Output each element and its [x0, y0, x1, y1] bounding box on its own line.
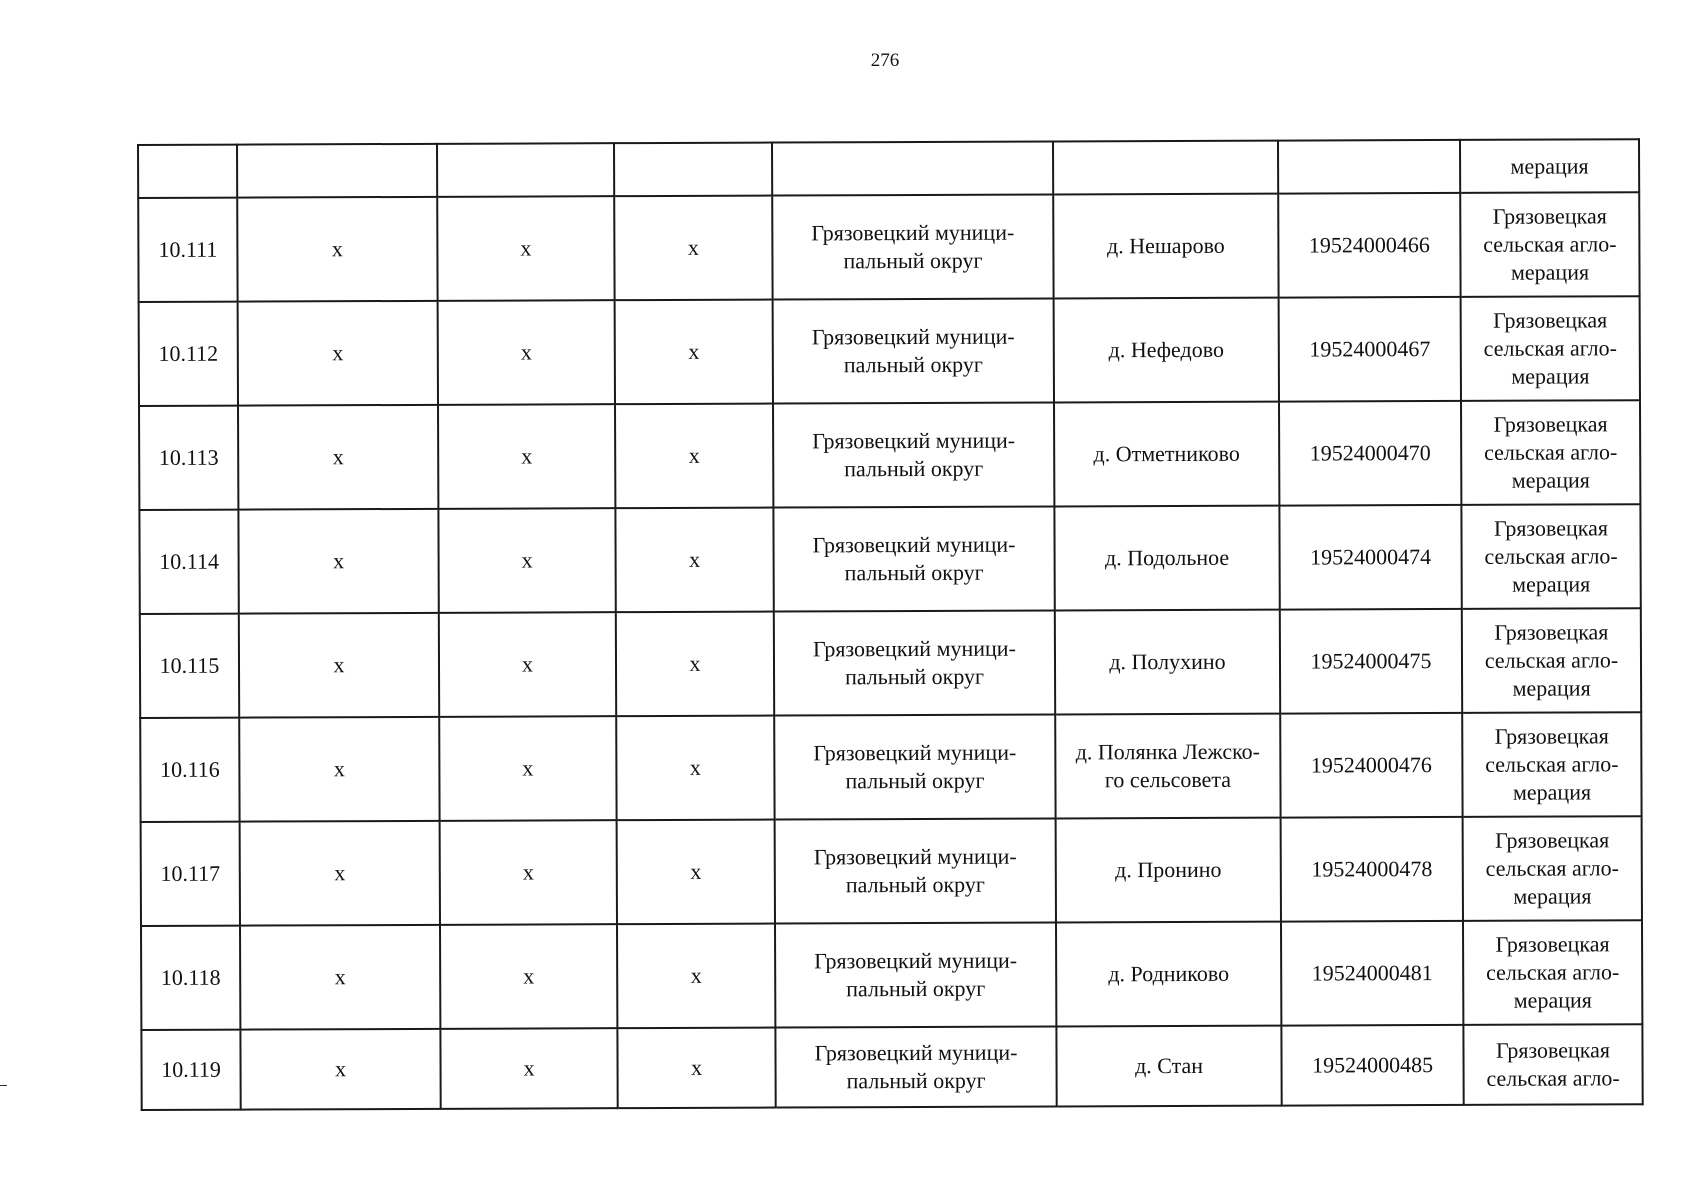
cell-line: сельская агло-	[1484, 647, 1619, 673]
cell-line: д. Полянка Лежско-	[1075, 738, 1261, 765]
table-row	[139, 400, 1640, 510]
cell-line: мерация	[1513, 883, 1592, 909]
cell-line: Грязовецкий муници-	[812, 531, 1016, 558]
mark-cell: x	[240, 1029, 440, 1110]
mark-cell: x	[615, 404, 773, 509]
row-number-cell: 10.118	[141, 926, 240, 1030]
district-cell	[775, 922, 1056, 1027]
table-row	[139, 504, 1640, 614]
cell-line: Грязовецкая	[1492, 203, 1607, 229]
settlement-cell	[1055, 610, 1280, 715]
cell-line: Грязовецкий муници-	[811, 323, 1015, 350]
table-row	[141, 920, 1642, 1030]
district-cell	[775, 1026, 1056, 1107]
oktmo-code-cell: 19524000485	[1281, 1025, 1463, 1106]
cell-line: д. Стан	[1134, 1052, 1204, 1079]
cell-line: пальный округ	[845, 663, 985, 690]
settlement-cell	[1054, 298, 1279, 403]
cell-line: го сельсовета	[1104, 766, 1232, 793]
cell-line: д. Нефедово	[1108, 336, 1224, 363]
empty-cell	[1278, 140, 1460, 194]
oktmo-code-cell: 19524000466	[1278, 193, 1460, 298]
cell-line: мерация	[1512, 779, 1592, 805]
cell-line: Грязовецкий муници-	[812, 427, 1016, 454]
continued-agglomeration-cell: мерация	[1460, 139, 1639, 193]
cell-line: сельская агло-	[1483, 231, 1617, 257]
cell-line: Грязовецкий муници-	[814, 947, 1018, 974]
cell-line: Грязовецкий муници-	[814, 1039, 1018, 1066]
agglomeration-cell	[1462, 712, 1641, 817]
mark-cell: x	[617, 924, 775, 1029]
cell-line: Грязовецкая	[1495, 931, 1610, 957]
cell-line: пальный округ	[844, 455, 984, 482]
oktmo-code-cell: 19524000467	[1279, 297, 1461, 402]
row-number-cell: 10.115	[140, 614, 239, 718]
cell-line: д. Полухино	[1109, 648, 1226, 675]
scan-edge-mark	[0, 1085, 7, 1086]
mark-cell: x	[237, 197, 437, 302]
empty-cell	[237, 144, 437, 198]
mark-cell: x	[440, 1028, 617, 1109]
mark-cell: x	[616, 716, 774, 821]
mark-cell: x	[438, 508, 615, 613]
mark-cell: x	[239, 717, 439, 822]
oktmo-code-cell: 19524000474	[1279, 505, 1461, 610]
agglomeration-cell	[1461, 296, 1640, 401]
cell-line: д. Родниково	[1108, 960, 1230, 987]
page-number: 276	[870, 50, 900, 71]
row-number-cell: 10.112	[139, 302, 238, 406]
cell-line: мерация	[1512, 571, 1591, 597]
agglomeration-cell	[1463, 1024, 1642, 1105]
mark-cell: x	[440, 924, 617, 1029]
row-number-cell: 10.114	[139, 510, 238, 614]
settlement-cell	[1054, 506, 1279, 611]
mark-cell: x	[238, 301, 438, 406]
mark-cell: x	[240, 925, 440, 1030]
cell-line: д. Нешарово	[1106, 232, 1225, 259]
oktmo-code-cell: 19524000470	[1279, 401, 1461, 506]
cell-line: пальный округ	[844, 559, 984, 586]
continued-row	[138, 139, 1639, 198]
district-cell	[773, 298, 1054, 403]
empty-cell	[772, 141, 1053, 195]
table-row	[140, 712, 1641, 822]
row-number-cell: 10.111	[138, 198, 237, 302]
agglomeration-cell	[1463, 920, 1642, 1025]
cell-line: Грязовецкий муници-	[813, 739, 1017, 766]
cell-line: мерация	[1511, 467, 1590, 493]
district-cell	[773, 402, 1054, 507]
empty-cell	[138, 145, 237, 198]
cell-line: пальный округ	[846, 975, 986, 1002]
cell-line: мерация	[1510, 259, 1590, 285]
cell-line: сельская агло-	[1483, 335, 1617, 361]
cell-line: Грязовецкий муници-	[811, 219, 1015, 246]
mark-cell: x	[439, 716, 616, 821]
row-number-cell: 10.119	[141, 1030, 240, 1110]
oktmo-code-cell: 19524000475	[1280, 609, 1462, 714]
empty-cell	[1053, 141, 1278, 195]
agglomeration-cell	[1460, 192, 1639, 297]
mark-cell: x	[617, 820, 775, 925]
cell-line: Грязовецкая	[1493, 515, 1609, 541]
district-cell	[775, 818, 1056, 923]
cell-line: Грязовецкий муници-	[813, 843, 1017, 870]
cell-line: сельская агло-	[1484, 543, 1618, 569]
agglomeration-cell	[1461, 400, 1640, 505]
cell-line: д. Подольное	[1104, 544, 1230, 571]
district-cell	[772, 194, 1053, 299]
empty-cell	[614, 143, 772, 197]
cell-line: Грязовецкая	[1494, 619, 1609, 645]
cell-line: пальный округ	[843, 351, 983, 378]
table-row	[139, 296, 1640, 406]
row-number-cell: 10.117	[141, 822, 240, 926]
mark-cell: x	[439, 612, 616, 717]
cell-line: мерация	[1512, 675, 1591, 701]
cell-line: пальный округ	[846, 1067, 986, 1094]
cell-line: сельская агло-	[1485, 959, 1620, 985]
agglomeration-cell	[1463, 816, 1642, 921]
row-number-cell: 10.116	[140, 718, 239, 822]
oktmo-code-cell: 19524000481	[1281, 921, 1463, 1026]
table-row	[138, 192, 1639, 302]
mark-cell: x	[239, 613, 439, 718]
settlements-table	[137, 138, 1644, 1111]
cell-line: сельская агло-	[1485, 855, 1619, 881]
cell-line: пальный округ	[845, 871, 985, 898]
mark-cell: x	[437, 196, 614, 301]
mark-cell: x	[615, 508, 773, 613]
cell-line: Грязовецкая	[1493, 307, 1608, 333]
cell-line: пальный округ	[843, 247, 983, 274]
cell-line: д. Отметниково	[1093, 440, 1240, 467]
settlement-cell	[1056, 818, 1281, 923]
settlement-cell	[1053, 194, 1278, 299]
district-cell	[774, 610, 1055, 715]
mark-cell: x	[615, 300, 773, 405]
oktmo-code-cell: 19524000476	[1280, 713, 1462, 818]
cell-line: сельская агло-	[1485, 751, 1619, 777]
cell-line: Грязовецкая	[1494, 723, 1609, 749]
mark-cell: x	[617, 1028, 775, 1109]
mark-cell: x	[238, 405, 438, 510]
mark-cell: x	[616, 612, 774, 717]
cell-line: мерация	[1511, 363, 1590, 389]
agglomeration-cell	[1461, 504, 1640, 609]
cell-line: мерация	[1513, 987, 1592, 1013]
table-row	[140, 608, 1641, 718]
mark-cell: x	[614, 196, 772, 301]
cell-line: Грязовецкий муници-	[812, 635, 1016, 662]
cell-line: Грязовецкая	[1493, 411, 1608, 437]
mark-cell: x	[440, 820, 617, 925]
cell-line: д. Пронино	[1115, 856, 1222, 883]
cell-line: Грязовецкая	[1495, 1037, 1611, 1063]
oktmo-code-cell: 19524000478	[1281, 817, 1463, 922]
cell-line: сельская агло-	[1483, 439, 1618, 465]
row-number-cell: 10.113	[139, 406, 238, 510]
cell-line: пальный округ	[845, 767, 985, 794]
mark-cell: x	[238, 509, 438, 614]
agglomeration-cell	[1462, 608, 1641, 713]
table-row	[141, 1024, 1642, 1110]
district-cell	[773, 506, 1054, 611]
settlement-cell	[1054, 402, 1279, 507]
settlement-cell	[1055, 714, 1280, 819]
cell-line: сельская агло-	[1486, 1065, 1620, 1091]
mark-cell: x	[240, 821, 440, 926]
mark-cell: x	[438, 404, 615, 509]
settlement-cell	[1056, 922, 1281, 1027]
settlement-cell	[1056, 1026, 1281, 1107]
district-cell	[774, 714, 1055, 819]
cell-line: Грязовецкая	[1495, 827, 1610, 853]
mark-cell: x	[438, 300, 615, 405]
empty-cell	[437, 143, 614, 197]
table-row	[141, 816, 1642, 926]
